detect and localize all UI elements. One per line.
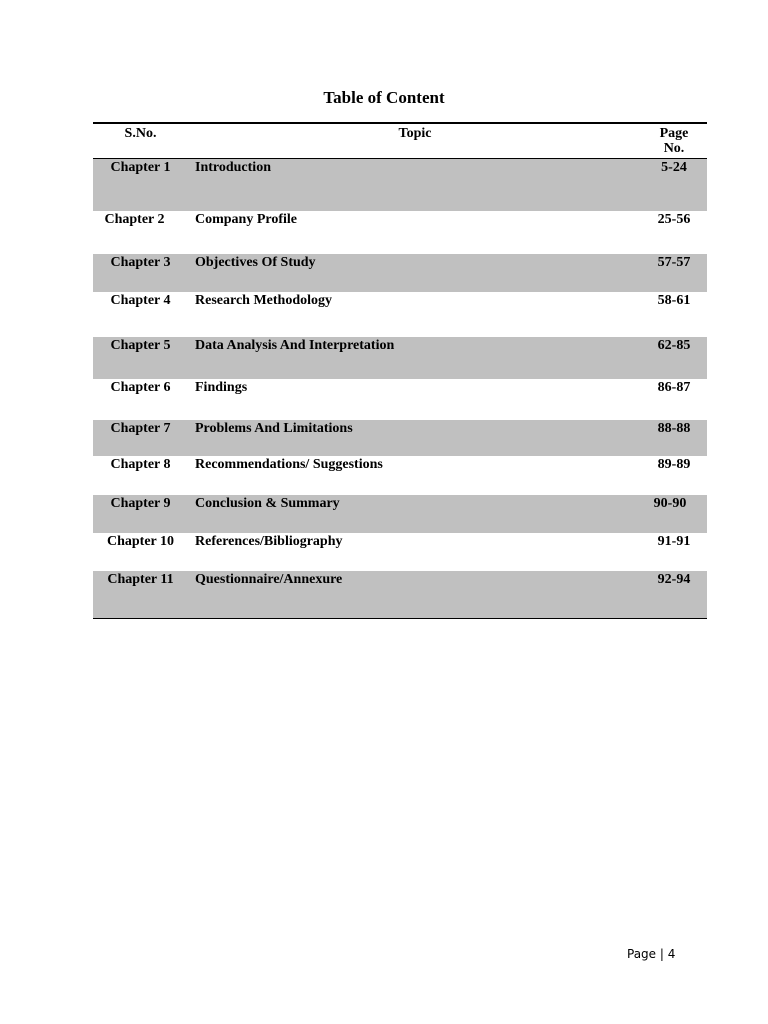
page-range-cell: 90-90 [653, 496, 687, 511]
table-row [93, 254, 707, 292]
topic-cell: Questionnaire/Annexure [195, 572, 343, 587]
page-range-cell: 88-88 [657, 421, 691, 436]
page-range-cell: 86-87 [657, 380, 691, 395]
topic-cell: Introduction [195, 160, 271, 175]
page-range-cell: 5-24 [661, 160, 687, 175]
table-row [93, 292, 707, 337]
topic-cell: Company Profile [195, 212, 298, 227]
header-page-no [641, 126, 707, 156]
chapter-cell: Chapter 2 [104, 212, 165, 227]
page-range-cell: 25-56 [657, 212, 691, 227]
table-row [93, 337, 707, 379]
topic-cell: Recommendations/ Suggestions [195, 457, 383, 472]
header-topic: Topic [398, 126, 432, 141]
chapter-cell: Chapter 1 [110, 160, 171, 175]
table-row [93, 379, 707, 420]
table-row [93, 420, 707, 456]
chapter-cell: Chapter 11 [107, 572, 174, 587]
page-range-cell: 57-57 [657, 255, 691, 270]
topic-cell: Objectives Of Study [195, 255, 316, 270]
page-title: Table of Content [323, 88, 445, 107]
chapter-cell: Chapter 3 [110, 255, 171, 270]
table-row [93, 456, 707, 495]
chapter-cell: Chapter 7 [110, 421, 171, 436]
table-row [93, 159, 707, 211]
chapter-cell: Chapter 10 [106, 534, 175, 549]
page-range-cell: 89-89 [657, 457, 691, 472]
page-range-cell: 58-61 [657, 293, 691, 308]
chapter-cell: Chapter 6 [110, 380, 171, 395]
topic-cell: References/Bibliography [195, 534, 343, 549]
header-page-line1: Page [659, 126, 689, 141]
table-row [93, 533, 707, 571]
header-page-line2: No. [663, 141, 685, 156]
header-sno: S.No. [124, 126, 157, 141]
table-row [93, 211, 707, 254]
page-range-cell: 91-91 [657, 534, 691, 549]
topic-cell: Conclusion & Summary [195, 496, 340, 511]
table-header [93, 124, 707, 159]
table-of-contents [93, 122, 707, 619]
page-number-footer: Page | 4 [627, 947, 676, 961]
chapter-cell: Chapter 9 [110, 496, 171, 511]
chapter-cell: Chapter 8 [110, 457, 171, 472]
chapter-cell: Chapter 4 [110, 293, 171, 308]
topic-cell: Data Analysis And Interpretation [195, 338, 395, 353]
topic-cell: Problems And Limitations [195, 421, 353, 436]
chapter-cell: Chapter 5 [110, 338, 171, 353]
table-row [93, 571, 707, 618]
table-row [93, 495, 707, 533]
topic-cell: Research Methodology [195, 293, 332, 308]
page-range-cell: 62-85 [657, 338, 691, 353]
topic-cell: Findings [195, 380, 248, 395]
page-range-cell: 92-94 [657, 572, 691, 587]
